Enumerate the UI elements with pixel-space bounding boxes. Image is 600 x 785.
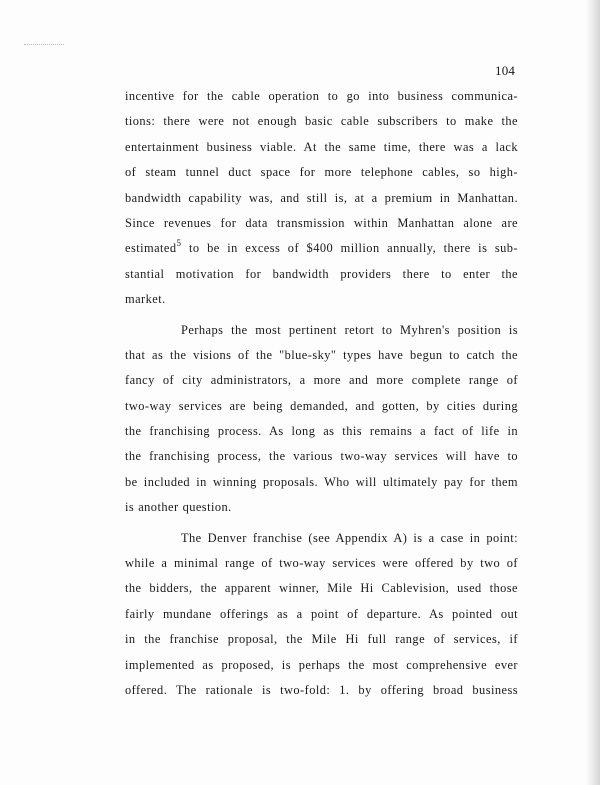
text-line: stantial motivation for bandwidth providers there to enter the (125, 266, 518, 281)
page-number: 104 (495, 63, 516, 78)
text-line: in the franchise proposal, the Mile Hi full range of services, if (125, 632, 518, 647)
footnote-lead-word: estimated (125, 241, 177, 256)
scan-artifact (24, 44, 64, 47)
page-edge-shadow (586, 0, 600, 785)
paragraph-1 (125, 84, 518, 313)
text-line: incentive for the cable operation to go into business communica- (125, 89, 518, 103)
text-line: implemented as proposed, is perhaps the most comprehensive ever (125, 657, 518, 672)
text-line: is another question. (125, 500, 232, 515)
text-line-with-footnote (125, 236, 518, 261)
text-line: fairly mundane offerings as a point of departure. As pointed out (125, 606, 518, 621)
footnote-marker: 5 (176, 238, 182, 249)
text-line: be included in winning proposals. Who will ultimately pay for them (125, 474, 518, 489)
text-line: the franchising process. As long as this remains a fact of life in (125, 424, 518, 439)
body-text (125, 84, 518, 703)
text-line: offered. The rationale is two-fold: 1. by offering broad business (125, 682, 518, 697)
text-line: the franchising process, the various two-way services will have to (125, 449, 518, 464)
text-line: the bidders, the apparent winner, Mile Hi Cablevision, used those (125, 581, 518, 596)
text-line: fancy of city administrators, a more and more complete range of (125, 373, 518, 388)
text-line: entertainment business viable. At the same time, there was a lack (125, 139, 518, 154)
text-line: Perhaps the most pertinent retort to Myhren's position is (181, 322, 518, 337)
text-line: of steam tunnel duct space for more telephone cables, so high- (125, 165, 518, 180)
text-line: The Denver franchise (see Appendix A) is a case in point: (181, 530, 518, 545)
text-line: that as the visions of the "blue-sky" types have begun to catch the (125, 347, 518, 362)
paragraph-3 (125, 526, 518, 704)
text-line: two-way services are being demanded, and gotten, by cities during (125, 398, 518, 413)
text-line: Since revenues for data transmission within Manhattan alone are (125, 215, 518, 230)
text-line: tions: there were not enough basic cable subscribers to make the (125, 114, 518, 129)
text-line: bandwidth capability was, and still is, at a premium in Manhattan. (125, 190, 518, 205)
text-line: market. (125, 292, 166, 307)
footnote-line-rest: to be in excess of $400 million annually, there is sub- (189, 241, 518, 256)
text-line: while a minimal range of two-way services were offered by two of (125, 556, 518, 571)
paragraph-2 (125, 318, 518, 521)
